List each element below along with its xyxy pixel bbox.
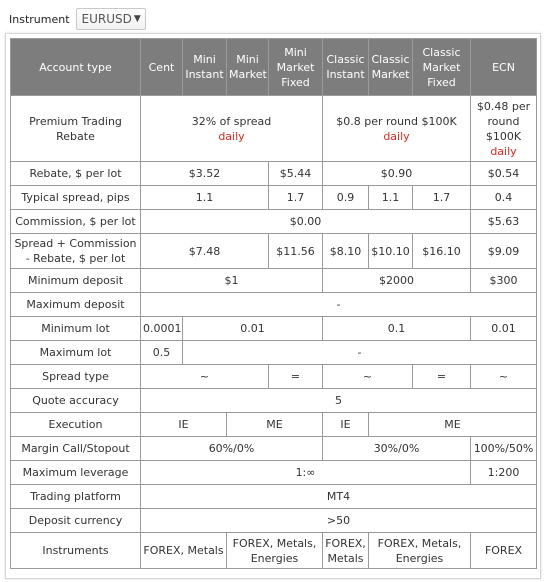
table-cell: IE — [141, 413, 227, 437]
table-cell: 1.1 — [369, 186, 413, 210]
table-cell: $5.63 — [471, 210, 537, 234]
table-cell: $11.56 — [269, 234, 323, 269]
chevron-down-icon: ▼ — [133, 14, 141, 24]
row-label: Premium Trading Rebate — [11, 96, 141, 162]
rebate-period: daily — [490, 144, 517, 158]
table-cell: FOREX, Metals — [323, 533, 369, 569]
row-label: Maximum leverage — [11, 461, 141, 485]
header-mini-market-fixed: Mini Market Fixed — [269, 39, 323, 96]
table-cell: 30%/0% — [323, 437, 471, 461]
table-cell: ME — [227, 413, 323, 437]
table-row — [11, 162, 537, 186]
instrument-select-value: EURUSD — [81, 12, 132, 26]
table-row — [11, 186, 537, 210]
table-cell: $5.44 — [269, 162, 323, 186]
table-cell: 1:200 — [471, 461, 537, 485]
row-label: Execution — [11, 413, 141, 437]
row-label: Maximum lot — [11, 341, 141, 365]
row-label: Maximum deposit — [11, 293, 141, 317]
table-cell: 5 — [141, 389, 537, 413]
table-cell: $9.09 — [471, 234, 537, 269]
table-cell: 60%/0% — [141, 437, 323, 461]
table-row — [11, 317, 537, 341]
table-cell: $7.48 — [141, 234, 269, 269]
instrument-select[interactable] — [76, 8, 146, 30]
table-cell: FOREX, Metals, Energies — [227, 533, 323, 569]
table-cell: $0.54 — [471, 162, 537, 186]
row-label: Margin Call/Stopout — [11, 437, 141, 461]
cell-rebate-mini — [141, 96, 323, 162]
row-label: Commission, $ per lot — [11, 210, 141, 234]
table-cell: 0.1 — [323, 317, 471, 341]
table-cell: FOREX — [471, 533, 537, 569]
table-cell: $2000 — [323, 269, 471, 293]
table-row — [11, 437, 537, 461]
instrument-label: Instrument — [9, 12, 70, 26]
table-row — [11, 210, 537, 234]
row-label: Quote accuracy — [11, 389, 141, 413]
row-label: Minimum deposit — [11, 269, 141, 293]
row-label: Trading platform — [11, 485, 141, 509]
table-cell: 0.01 — [183, 317, 323, 341]
table-cell: 0.9 — [323, 186, 369, 210]
table-cell: MT4 — [141, 485, 537, 509]
table-row — [11, 413, 537, 437]
row-label: Rebate, $ per lot — [11, 162, 141, 186]
header-classic-instant: Classic Instant — [323, 39, 369, 96]
row-label: Deposit currency — [11, 509, 141, 533]
table-cell: FOREX, Metals — [141, 533, 227, 569]
header-mini-market: Mini Market — [227, 39, 269, 96]
rebate-period: daily — [383, 129, 410, 143]
table-cell: >50 — [141, 509, 537, 533]
table-row — [11, 96, 537, 162]
table-cell: $0.90 — [323, 162, 471, 186]
table-cell: 0.4 — [471, 186, 537, 210]
table-cell: 1.1 — [141, 186, 269, 210]
table-cell: ~ — [141, 365, 269, 389]
table-cell: ME — [369, 413, 537, 437]
header-classic-market-fixed: Classic Market Fixed — [413, 39, 471, 96]
table-cell: $8.10 — [323, 234, 369, 269]
table-cell: $3.52 — [141, 162, 269, 186]
header-row — [11, 39, 537, 96]
table-cell: - — [183, 341, 537, 365]
row-label: Minimum lot — [11, 317, 141, 341]
table-cell: 1.7 — [269, 186, 323, 210]
table-row — [11, 533, 537, 569]
rebate-period: daily — [218, 129, 245, 143]
header-cent: Cent — [141, 39, 183, 96]
cell-rebate-ecn — [471, 96, 537, 162]
table-cell: $16.10 — [413, 234, 471, 269]
table-row — [11, 485, 537, 509]
table-cell: $300 — [471, 269, 537, 293]
table-cell: 0.01 — [471, 317, 537, 341]
rebate-mini-value: 32% of spread — [191, 114, 272, 128]
table-cell: = — [413, 365, 471, 389]
table-row — [11, 341, 537, 365]
table-cell: = — [269, 365, 323, 389]
table-cell: 1.7 — [413, 186, 471, 210]
table-cell: FOREX, Metals, Energies — [369, 533, 471, 569]
row-label: Instruments — [11, 533, 141, 569]
table-row — [11, 509, 537, 533]
instrument-bar — [9, 8, 146, 30]
table-row — [11, 365, 537, 389]
table-row — [11, 234, 537, 269]
header-classic-market: Classic Market — [369, 39, 413, 96]
account-comparison-panel — [5, 33, 541, 579]
row-label: Spread + Commission - Rebate, $ per lot — [11, 234, 141, 269]
table-row — [11, 461, 537, 485]
table-cell: ~ — [323, 365, 413, 389]
rebate-classic-value: $0.8 per round $100K — [336, 114, 457, 128]
table-cell: - — [141, 293, 537, 317]
table-cell: 0.5 — [141, 341, 183, 365]
header-ecn: ECN — [471, 39, 537, 96]
table-cell: $10.10 — [369, 234, 413, 269]
row-label: Typical spread, pips — [11, 186, 141, 210]
table-cell: $1 — [141, 269, 323, 293]
header-account-type: Account type — [11, 39, 141, 96]
cell-rebate-classic — [323, 96, 471, 162]
row-label: Spread type — [11, 365, 141, 389]
table-cell: $0.00 — [141, 210, 471, 234]
table-row — [11, 269, 537, 293]
header-mini-instant: Mini Instant — [183, 39, 227, 96]
table-cell: ~ — [471, 365, 537, 389]
table-cell: 0.0001 — [141, 317, 183, 341]
table-cell: 1:∞ — [141, 461, 471, 485]
table-row — [11, 293, 537, 317]
table-row — [11, 389, 537, 413]
table-cell: 100%/50% — [471, 437, 537, 461]
table-cell: IE — [323, 413, 369, 437]
rebate-ecn-value: $0.48 per round $100K — [476, 99, 531, 143]
account-comparison-table — [10, 38, 537, 569]
